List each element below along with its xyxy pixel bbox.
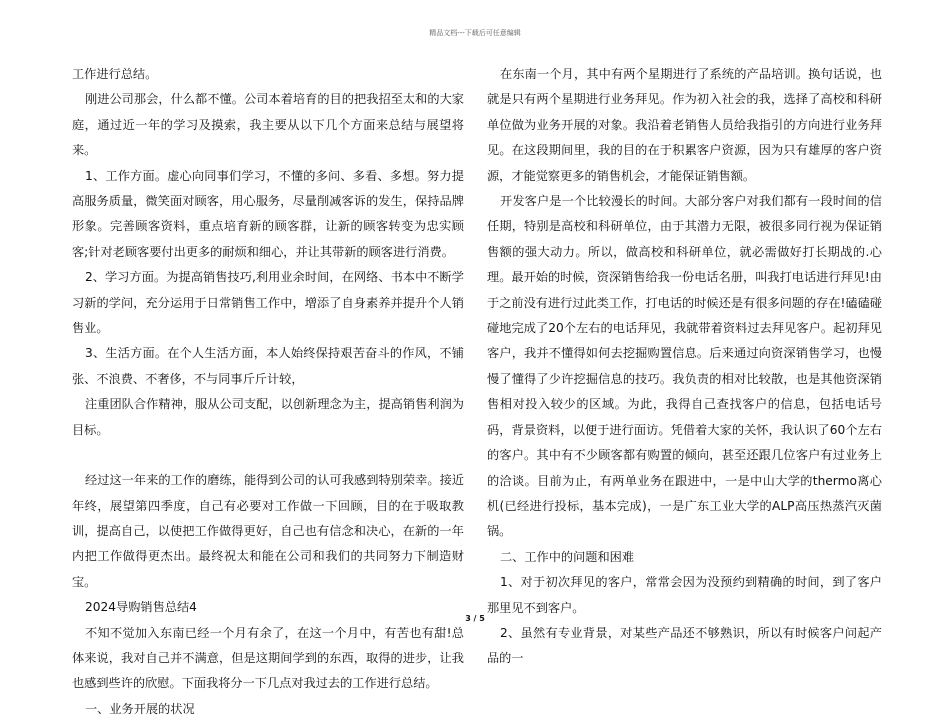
paragraph: 经过这一年来的工作的磨练，能得到公司的认可我感到特别荣幸。接近年终，展望第四季度，自己有必要对工作做一下回顾，目的在于吸取教训，提高自己，以使把工作做得更好，自己也有信念和决心，在新的一年内把工作做得更杰出。最终祝太和能在公司和我们的共同努力下制造财宝。: [72, 473, 464, 589]
paragraph: 1、对于初次拜见的客户，常常会因为没预约到精确的时间，到了客户那里见不到客户。: [487, 575, 882, 615]
blank-line: [72, 443, 464, 468]
paragraph: 刚进公司那会，什么都不懂。公司本着培育的目的把我招至太和的大家庭，通过近一年的学习及摸索，我主要从以下几个方面来总结与展望将来。: [72, 92, 464, 158]
paragraph: 3、生活方面。在个人生活方面，本人始终保持艰苦奋斗的作风，不铺张、不浪费、不奢侈，不与同事斤斤计较，: [72, 346, 464, 386]
paragraph: 在东南一个月，其中有两个星期进行了系统的产品培训。换句话说，也就是只有两个星期进行业务拜见。作为初入社会的我，选择了高校和科研单位做为业务开展的对象。我沿着老销售人员给我指引的方向进行业务拜见。在这段期间里，我的目的在于积累客户资源，因为只有雄厚的客户资源，才能觉察更多的销售机会，才能保证销售额。: [487, 67, 882, 183]
paragraph: 2、学习方面。为提高销售技巧,利用业余时间，在网络、书本中不断学习新的学问，充分运用于日常销售工作中，增添了自身素养并提升个人销售业。: [72, 270, 464, 336]
section-title: 2024导购销售总结4: [85, 600, 197, 615]
paragraph: 2、虽然有专业背景，对某些产品还不够熟识，所以有时候客户问起产品的一: [487, 625, 882, 666]
left-column: [72, 62, 464, 722]
page-number: 3 / 5: [465, 614, 485, 623]
paragraph: 注重团队合作精神，服从公司支配，以创新理念为主，提高销售利润为目标。: [72, 397, 464, 437]
paragraph: 工作进行总结。: [72, 67, 158, 81]
paragraph: 开发客户是一个比较漫长的时间。大部分客户对我们都有一段时间的信任期，特别是高校和科研单位，由于其潜力无限，被很多同行视为保证销售额的强大动力。所以，做高校和科研单位，就必需做好打长期战的.心理。最开始的时候，资深销售给我一份电话名册，叫我打电话进行拜见!由于之前没有进行过此类工作，打电话的时候还是有很多问题的存在!磕磕碰碰地完成了20个左右的电话拜见，我就带着资料过去拜见客户。起初拜见客户，我并不懂得如何去挖掘购置信息。后来通过向资深销售学习，也慢慢了懂得了少许挖掘信息的技巧。我负责的相对比较散，也是其他资深销售相对投入较少的区域。为此，我得自己查找客户的信息，包括电话号码，背景资料，以便于进行面访。凭借着大家的关怀，我认识了60个左右的客户。其中有不少顾客都有购置的倾向，甚至还跟几位客户有过业务上的洽谈。目前为止，有两单业务在跟进中，一是中山大学的thermo离心机(已经进行投标，基本完成)，一是广东工业大学的ALP高压热蒸汽灭菌锅。: [487, 194, 882, 539]
paragraph: 1、工作方面。虚心向同事们学习，不懂的多问、多看、多想。努力提高服务质量，微笑面对顾客，用心服务，尽量削减客诉的发生，保持品牌形象。完善顾客资料，重点培育新的顾客群，让新的顾客转变为忠实顾客;针对老顾客要付出更多的耐烦和细心，并让其带新的顾客进行消费。: [72, 168, 464, 259]
section-heading: 一、业务开展的状况: [85, 701, 195, 716]
paragraph: 不知不觉加入东南已经一个月有余了，在这一个月中，有苦也有甜!总体来说，我对自己并不满意，但是这期间学到的东西，取得的进步，让我也感到些许的欣慰。下面我将分一下几点对我过去的工作进行总结。: [72, 625, 464, 691]
right-column: [487, 62, 882, 672]
page-header: 精品文档---下载后可任意编辑: [429, 29, 521, 37]
section-heading: 二、工作中的问题和困难: [500, 549, 635, 564]
